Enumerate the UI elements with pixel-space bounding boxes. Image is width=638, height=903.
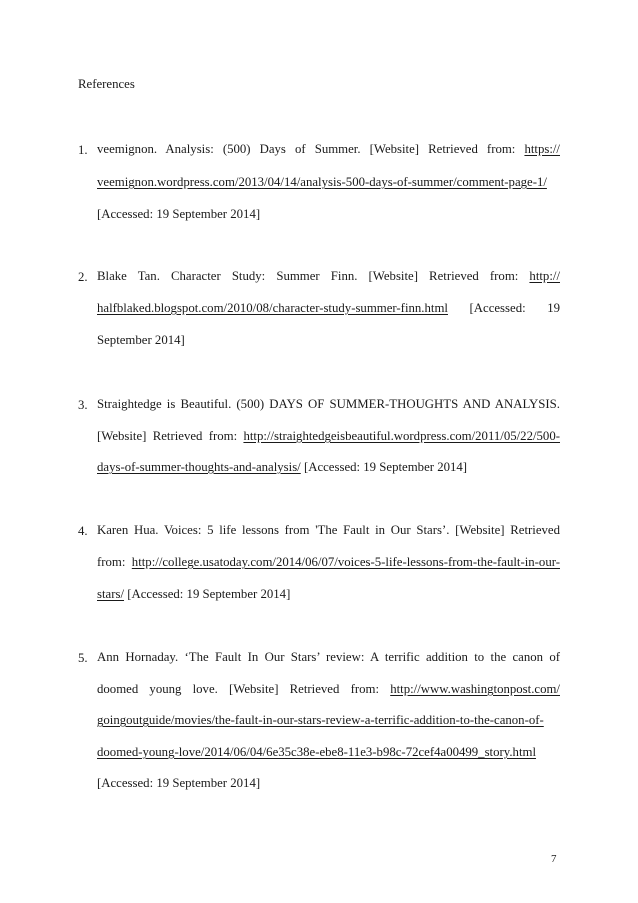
reference-2-line-1 (97, 267, 560, 285)
reference-text: doomed young love. [Website] Retrieved from: (97, 682, 391, 696)
reference-number-5: 5. (78, 651, 88, 665)
reference-4-line-2 (97, 553, 560, 571)
reference-link[interactable]: veemignon.wordpress.com/2013/04/14/analysis-500-days-of-summer/comment-page-1/ (97, 175, 547, 189)
reference-text: from: (97, 555, 132, 569)
page-number: 7 (551, 853, 557, 865)
reference-text: [Accessed: 19 September 2014] (300, 460, 468, 474)
reference-link[interactable]: http://www.washingtonpost.com/ (390, 682, 560, 696)
reference-text: September 2014] (97, 333, 185, 347)
reference-link[interactable]: http:// (529, 269, 560, 283)
reference-text: [Accessed: 19 September 2014] (97, 207, 261, 221)
reference-4-line-3 (97, 585, 560, 603)
reference-link[interactable]: http://straightedgeisbeautiful.wordpress.com/2011/05/22/500- (243, 429, 560, 443)
reference-link[interactable]: http://college.usatoday.com/2014/06/07/voices-5-life-lessons-from-the-fault-in-our- (131, 555, 560, 569)
reference-link[interactable]: goingoutguide/movies/the-fault-in-our-stars-review-a-terrific-addition-to-the-canon-of- (97, 713, 544, 727)
reference-3-line-1 (97, 395, 560, 413)
reference-text: Blake Tan. Character Study: Summer Finn. [Website] Retrieved from: (97, 269, 530, 283)
reference-4-line-1 (97, 521, 560, 539)
reference-3-line-2 (97, 427, 560, 445)
reference-number-3: 3. (78, 398, 88, 412)
reference-5-line-4 (97, 743, 560, 761)
reference-text: Ann Hornaday. ‘The Fault In Our Stars’ review: A terrific addition to the canon of (97, 650, 560, 664)
reference-number-2: 2. (78, 270, 88, 284)
reference-text: [Accessed: 19 (447, 301, 560, 315)
reference-5-line-5 (97, 774, 560, 792)
reference-number-4: 4. (78, 524, 88, 538)
reference-text: [Accessed: 19 September 2014] (124, 587, 291, 601)
page-title: References (78, 77, 135, 91)
reference-link[interactable]: days-of-summer-thoughts-and-analysis/ (97, 460, 301, 474)
reference-link[interactable]: https:// (524, 142, 560, 156)
reference-link[interactable]: stars/ (97, 587, 125, 601)
reference-5-line-2 (97, 680, 560, 698)
reference-5-line-1 (97, 648, 560, 666)
reference-text: [Website] Retrieved from: (97, 429, 244, 443)
reference-2-line-2 (97, 299, 560, 317)
reference-1-line-3 (97, 205, 560, 223)
reference-3-line-3 (97, 458, 560, 476)
reference-text: veemignon. Analysis: (500) Days of Summer. [Website] Retrieved from: (97, 142, 525, 156)
reference-link[interactable]: doomed-young-love/2014/06/04/6e35c38e-ebe8-11e3-b98c-72cef4a00499_story.html (97, 745, 537, 759)
reference-text: Straightedge is Beautiful. (500) DAYS OF SUMMER-THOUGHTS AND ANALYSIS. (97, 397, 560, 411)
reference-number-1: 1. (78, 143, 88, 157)
reference-1-line-2 (97, 173, 560, 191)
reference-5-line-3 (97, 711, 560, 729)
reference-2-line-3 (97, 331, 560, 349)
reference-link[interactable]: halfblaked.blogspot.com/2010/08/character-study-summer-finn.html (97, 301, 448, 315)
reference-text: [Accessed: 19 September 2014] (97, 776, 261, 790)
reference-text: Karen Hua. Voices: 5 life lessons from 'The Fault in Our Stars’. [Website] Retrieved (97, 523, 560, 537)
reference-1-line-1 (97, 140, 560, 158)
